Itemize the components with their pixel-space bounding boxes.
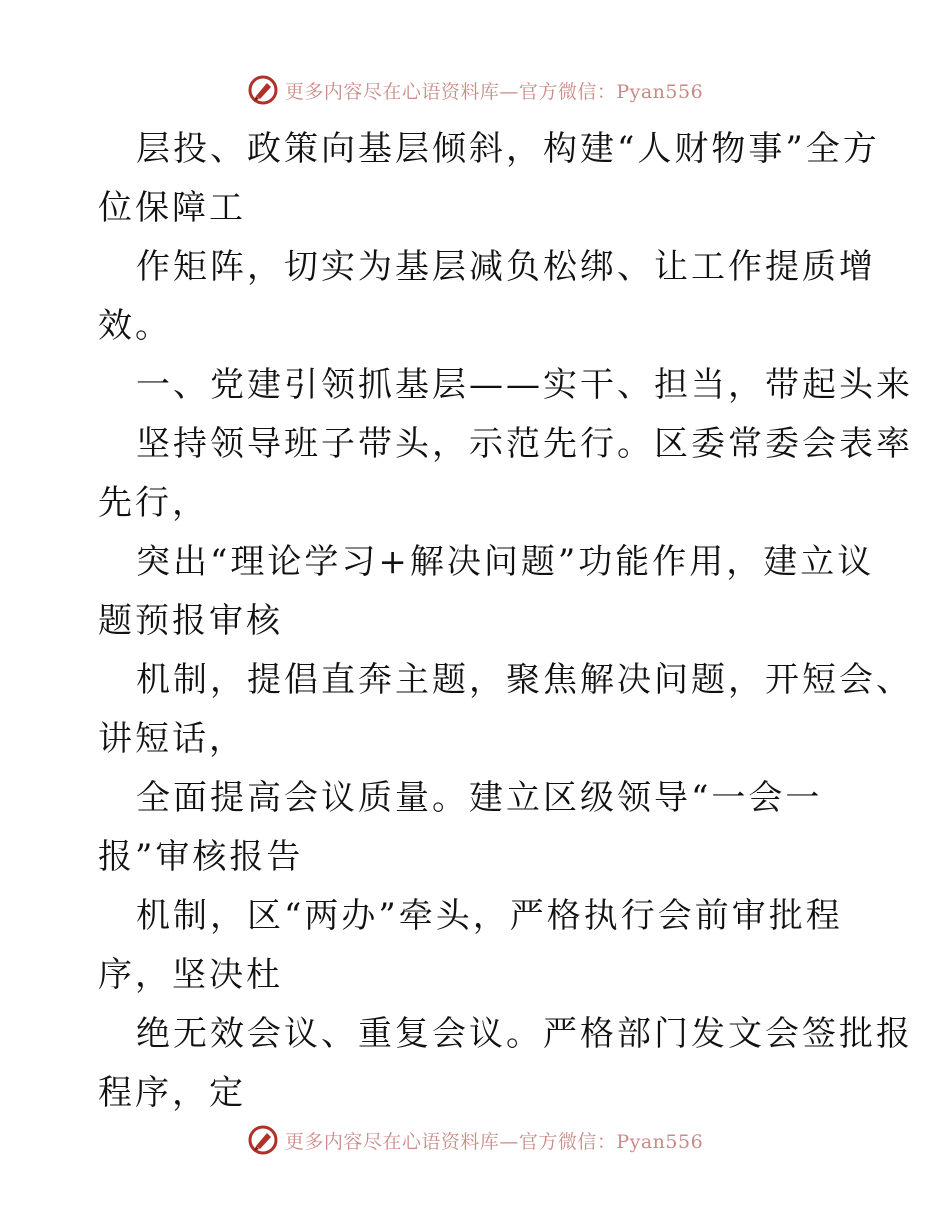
paragraph-line: 坚持领导班子带头，示范先行。区委常委会表率 [136, 424, 913, 464]
paragraph-line: 效。 [98, 306, 172, 346]
header-watermark-text: 更多内容尽在心语资料库—官方微信：Pyan556 [284, 80, 704, 103]
pen-logo-icon [247, 74, 279, 106]
header-watermark-banner [0, 70, 950, 110]
paragraph-line: 全面提高会议质量。建立区级领导“一会一 [136, 778, 823, 818]
paragraph-line: 报”审核报告 [98, 837, 304, 877]
pen-logo-icon [247, 1124, 279, 1156]
paragraph-line: 题预报审核 [98, 601, 283, 641]
paragraph-line: 一、党建引领抓基层——实干、担当，带起头来 [136, 365, 913, 405]
paragraph-line: 作矩阵，切实为基层减负松绑、让工作提质增 [136, 247, 876, 287]
paragraph-line: 位保障工 [98, 188, 246, 228]
footer-watermark-banner [0, 1120, 950, 1160]
paragraph-line: 讲短话， [98, 719, 246, 759]
paragraph-line: 机制，区“两办”牵头，严格执行会前审批程 [136, 896, 843, 936]
document-body [98, 120, 913, 1123]
footer-watermark-text: 更多内容尽在心语资料库—官方微信：Pyan556 [284, 1130, 704, 1153]
paragraph-line: 绝无效会议、重复会议。严格部门发文会签批报 [136, 1014, 913, 1054]
paragraph-line: 序，坚决杜 [98, 955, 283, 995]
paragraph-line: 先行， [98, 483, 209, 523]
paragraph-line: 突出“理论学习+解决问题”功能作用，建立议 [136, 542, 875, 582]
paragraph-line: 层投、政策向基层倾斜，构建“人财物事”全方 [136, 129, 880, 169]
paragraph-line: 机制，提倡直奔主题，聚焦解决问题，开短会、 [136, 660, 913, 700]
paragraph-line: 程序，定 [98, 1073, 246, 1113]
